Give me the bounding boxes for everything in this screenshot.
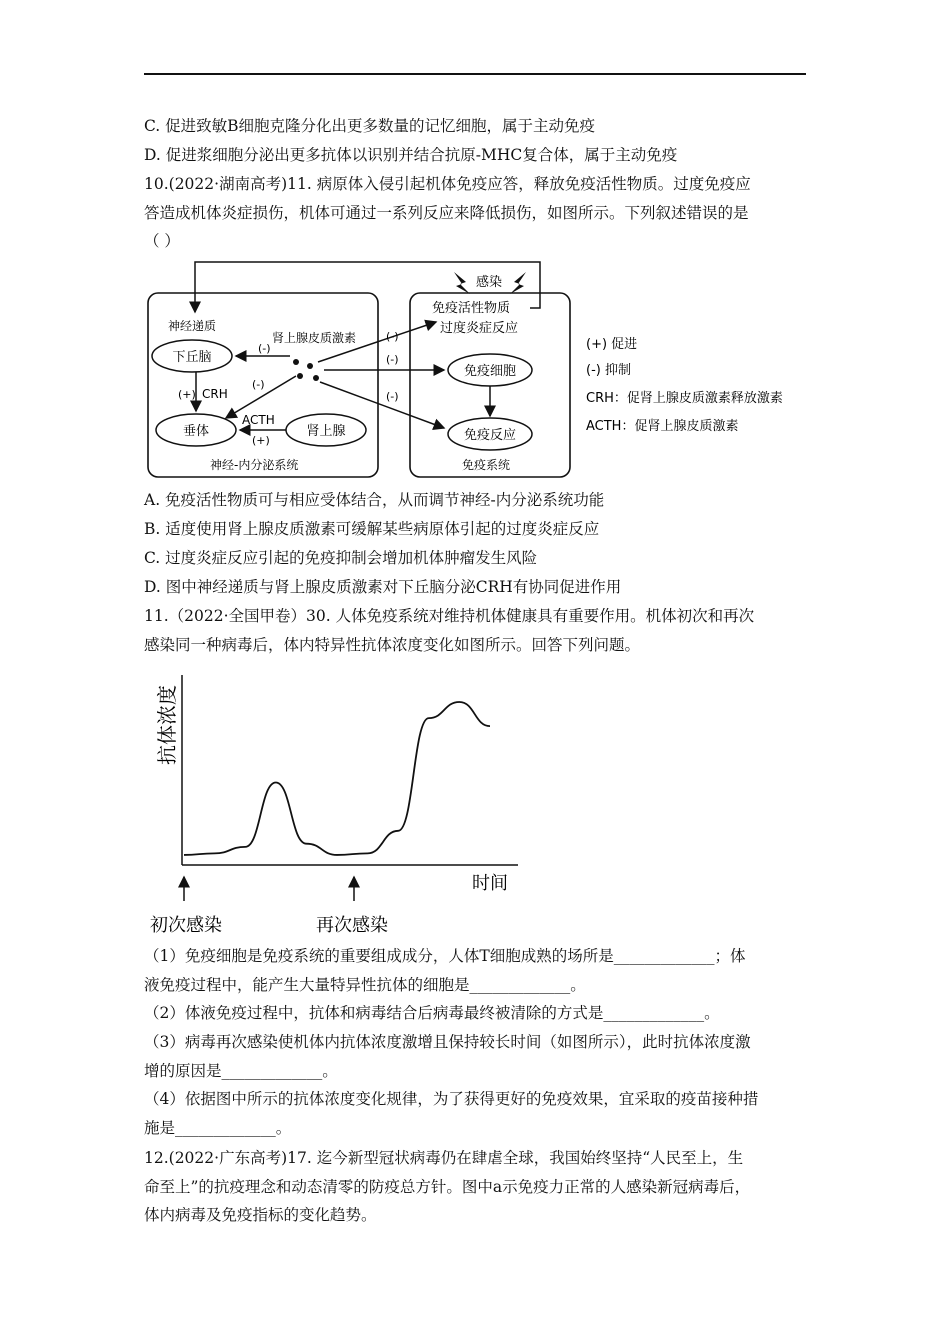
q12-line3: 体内病毒及免疫指标的变化趋势。 bbox=[144, 1206, 377, 1224]
first-infection-label: 初次感染 bbox=[150, 915, 222, 936]
antibody-curve bbox=[184, 702, 490, 855]
q11-sub1a: （1）免疫细胞是免疫系统的重要组成成分，人体T细胞成熟的场所是_____________；体 bbox=[144, 947, 746, 965]
infection-label: 感染 bbox=[476, 275, 503, 290]
q10-option-d: D. 图中神经递质与肾上腺皮质激素对下丘脑分泌CRH有协同促进作用 bbox=[144, 578, 622, 596]
immune-system-label: 免疫系统 bbox=[462, 458, 511, 472]
neuro-system-label: 神经-内分泌系统 bbox=[210, 458, 299, 472]
immune-regulation-diagram bbox=[140, 258, 820, 480]
legend-crh: CRH：促肾上腺皮质激素释放激素 bbox=[586, 391, 783, 406]
q11-sub3b: 增的原因是_____________。 bbox=[144, 1062, 338, 1080]
q10-line2: 答造成机体炎症损伤，机体可通过一系列反应来降低损伤，如图所示。下列叙述错误的是 bbox=[144, 204, 749, 222]
q12-line2: 命至上”的抗疫理念和动态清零的防疫总方针。图中a示免疫力正常的人感染新冠病毒后， bbox=[144, 1178, 751, 1196]
q11-sub2: （2）体液免疫过程中，抗体和病毒结合后病毒最终被清除的方式是_____________。 bbox=[144, 1004, 720, 1022]
svg-text:(+): (+) bbox=[252, 434, 270, 447]
svg-text:(-): (-) bbox=[386, 390, 399, 403]
option-d-prev: D. 促进浆细胞分泌出更多抗体以识别并结合抗原-MHC复合体，属于主动免疫 bbox=[144, 146, 678, 164]
lightning-icon bbox=[454, 272, 470, 294]
q11-sub3a: （3）病毒再次感染使机体内抗体浓度激增且保持较长时间（如图所示），此时抗体浓度激 bbox=[144, 1033, 751, 1051]
option-c-prev: C. 促进致敏B细胞克隆分化出更多数量的记忆细胞，属于主动免疫 bbox=[144, 117, 596, 135]
q11-sub1b: 液免疫过程中，能产生大量特异性抗体的细胞是_____________。 bbox=[144, 976, 586, 994]
svg-text:(+): (+) bbox=[178, 388, 196, 401]
svg-text:(-): (-) bbox=[252, 378, 265, 391]
y-axis-label: 抗体浓度 bbox=[155, 685, 179, 765]
crh-label: CRH bbox=[202, 387, 228, 401]
adrenal-label: 肾上腺 bbox=[306, 424, 346, 439]
q11-sub4a: （4）依据图中所示的抗体浓度变化规律，为了获得更好的免疫效果，宜采取的疫苗接种措 bbox=[144, 1090, 759, 1108]
second-infection-label: 再次感染 bbox=[316, 915, 388, 936]
svg-text:(-): (-) bbox=[386, 353, 399, 366]
neurotransmitter-label: 神经递质 bbox=[168, 319, 217, 333]
immune-cells-label: 免疫细胞 bbox=[463, 364, 517, 379]
immune-active-label: 免疫活性物质 bbox=[432, 301, 511, 316]
svg-text:(-): (-) bbox=[258, 342, 271, 355]
q12-line1: 12.(2022·广东高考)17. 迄今新型冠状病毒仍在肆虐全球，我国始终坚持“人民至上，生 bbox=[144, 1149, 744, 1167]
x-axis-label: 时间 bbox=[472, 873, 508, 894]
acth-label: ACTH bbox=[242, 413, 275, 427]
legend-acth: ACTH：促肾上腺皮质激素 bbox=[586, 419, 739, 434]
legend-inhibit: (-) 抑制 bbox=[586, 363, 631, 378]
legend-promote: (+) 促进 bbox=[586, 337, 638, 352]
svg-text:(-): (-) bbox=[386, 330, 399, 343]
lightning-icon bbox=[510, 272, 526, 294]
cortical-hormone-label: 肾上腺皮质激素 bbox=[272, 331, 357, 345]
q11-line1: 11.（2022·全国甲卷）30. 人体免疫系统对维持机体健康具有重要作用。机体初次和再次 bbox=[144, 607, 755, 625]
q11-line2: 感染同一种病毒后，体内特异性抗体浓度变化如图所示。回答下列问题。 bbox=[144, 636, 641, 654]
q10-option-c: C. 过度炎症反应引起的免疫抑制会增加机体肿瘤发生风险 bbox=[144, 549, 538, 567]
q10-line1: 10.(2022·湖南高考)11. 病原体入侵引起机体免疫应答，释放免疫活性物质。过度免疫应 bbox=[144, 175, 751, 193]
header-rule bbox=[144, 73, 806, 75]
q11-sub4b: 施是_____________。 bbox=[144, 1119, 292, 1137]
antibody-chart bbox=[150, 665, 530, 940]
hypothalamus-label: 下丘脑 bbox=[172, 350, 212, 365]
pituitary-label: 垂体 bbox=[182, 424, 210, 439]
q10-option-a: A. 免疫活性物质可与相应受体结合，从而调节神经-内分泌系统功能 bbox=[144, 491, 605, 509]
inflammation-label: 过度炎症反应 bbox=[440, 321, 519, 336]
q10-option-b: B. 适度使用肾上腺皮质激素可缓解某些病原体引起的过度炎症反应 bbox=[144, 520, 600, 538]
immune-response-label: 免疫反应 bbox=[463, 428, 517, 443]
q10-paren: （ ） bbox=[144, 232, 180, 250]
